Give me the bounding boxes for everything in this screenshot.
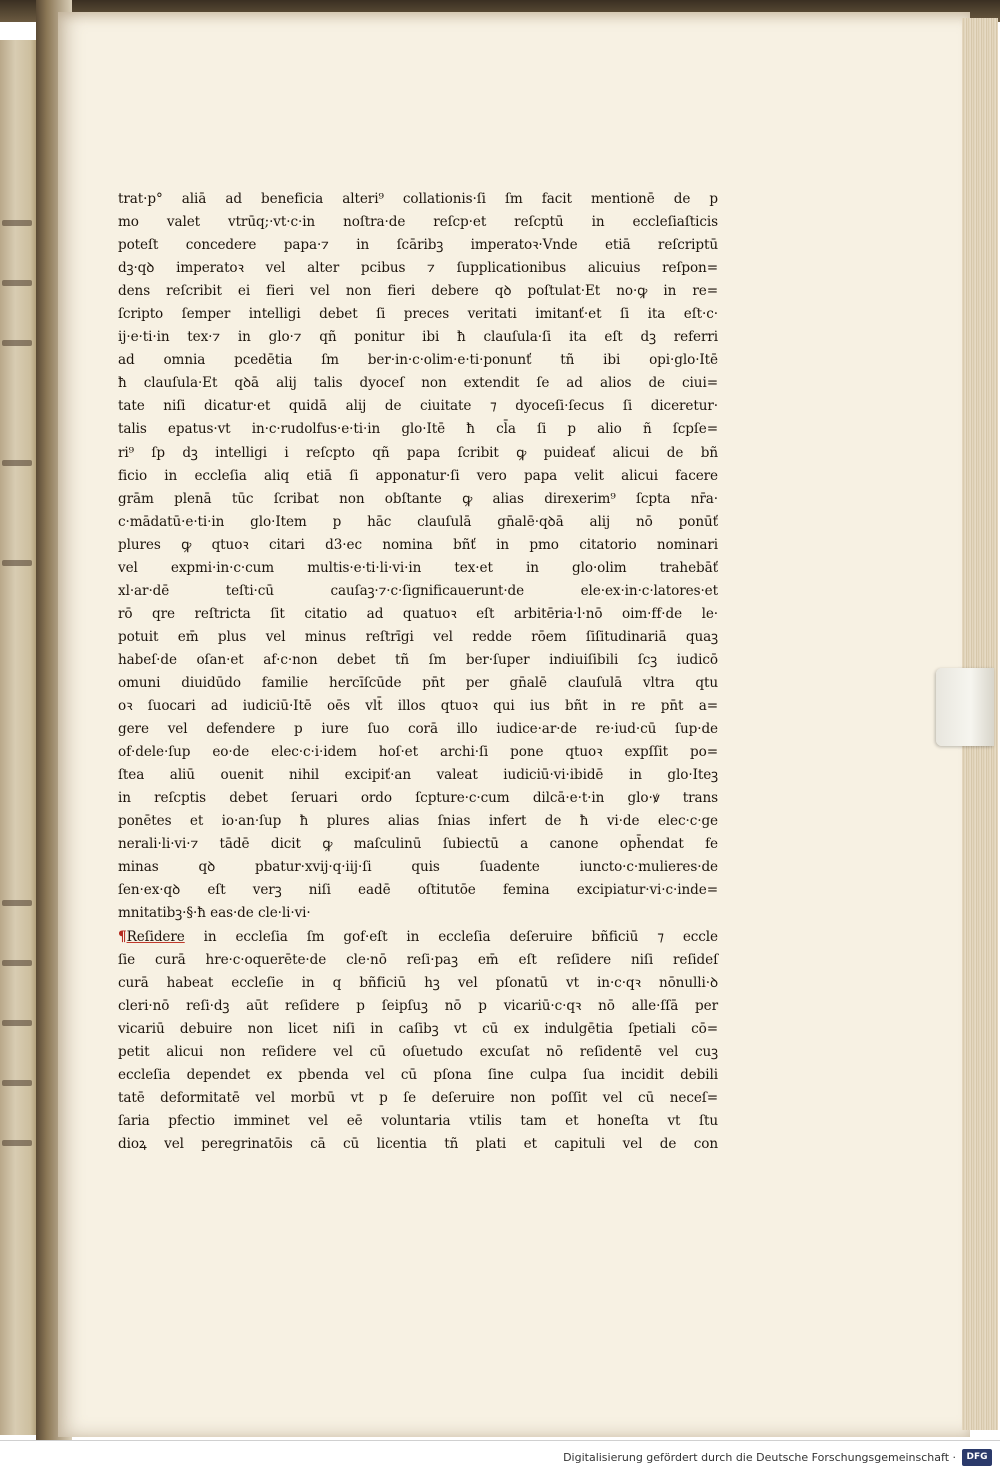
left-page-text-fragment [2, 340, 32, 346]
left-page-text-fragment [2, 460, 32, 466]
text-line: trat·p° aliā ad beneficia alteri⁹ collationis·ſi ſm facit mentionē de p [118, 191, 718, 207]
left-page-text-fragment [2, 560, 32, 566]
text-line: petit alicui non reſidere vel cū oſuetudo excuſat nō reſidentē vel cuꝫ [118, 1043, 718, 1060]
text-line: of·dele·ſup eo·de elec·c·i·idem hoſ·et archi·ſi pone qtuoꝛ expſſit po= [118, 744, 718, 761]
text-line: poteſt concedere papa·⁊ in ſcāribꝫ imperatoꝛ·Vnde etiā reſcriptū [118, 237, 718, 254]
text-line: tate niſi dicatur·et quidā alij de ciuitate ⁊ dyoceſi·ſecus ſi diceretur· [118, 398, 718, 415]
left-page-edge [0, 40, 38, 1435]
left-page-text-fragment [2, 1020, 32, 1026]
text-line: ħ clauſula·Et qꝺā alij talis dyoceſ non extendit ſe ad alios de ciui= [118, 375, 718, 392]
footer-bar [0, 1440, 1000, 1473]
incunable-text-block [118, 188, 718, 1156]
text-line: in reſcptis debet ſeruari ordo ſcpture·c·cum dilcā·e·t·in glo·ꝟ trans [118, 790, 718, 807]
text-line: minas qꝺ pbatur·xvij·q·iij·ſi quis ſuadente iuncto·c·mulieres·de [118, 859, 718, 876]
text-line: tatē deformitatē vel morbū vt p ſe deſeruire non poſſit vel cū neceſ= [118, 1089, 718, 1106]
text-line: gere vel defendere p iure ſuo corā illo iudice·ar·de re·iud·cū ſup·de [118, 721, 718, 738]
paragraph-mark-icon: ¶ [118, 928, 127, 945]
text-line: ſcripto ſemper intelligi debet ſi preces veritati imitanť·et ſi ita eſt·c· [118, 306, 718, 323]
text-line: dioꝝ vel peregrinatōis cā cū licentia tñ plati et capituli vel de con [118, 1135, 718, 1152]
text-line: mo valet vtrūq;·vt·c·in noſtra·de reſcp·et reſcptū in eccleſiaſticis [118, 214, 718, 231]
text-line: plures ꝙ qtuoꝛ citari d3·ec nomina bñť in pmo citatorio nominari [118, 536, 718, 553]
text-line: grām plenā tūc ſcribat non obſtante ꝙ alias direxerim⁹ ſcpta nr̄a· [118, 490, 718, 507]
text-line: ri⁹ ſp dꝫ intelligi i reſcpto qñ papa ſcribit ꝙ puideať alicui de bñ [118, 444, 718, 461]
text-line: c·mādatū·e·ti·in glo·Item p hāc clauſulā gn̄alē·qꝺā alij nō ponūť [118, 513, 718, 530]
text-line: ſaria pfectio imminet vel eē voluntaria vtilis tam et honeſta vt ſtu [118, 1112, 718, 1129]
text-line: talis epatus·vt in·c·rudolfus·e·ti·in glo·Itē ħ cl̄a ſi p alio ñ ſcpſe= [118, 421, 718, 438]
text-line: oꝛ ſuocari ad iudiciū·Itē oēs vlt̄ illos qtuoꝛ qui ius bñt in re pn̄t a= [118, 698, 718, 715]
text-line: ſtea aliū ouenit nihil excipiť·an valeat iudiciū·vi·ibidē in glo·Iteꝫ [118, 767, 718, 784]
text-line: ij·e·ti·in tex·⁊ in glo·⁊ qñ ponitur ibi ħ clauſula·ſi ita eſt dꝫ referri [118, 329, 718, 346]
text-line: rō qre reſtricta ſit citatio ad quatuoꝛ eſt arbitēria·l·nō oim·ff·de le· [118, 605, 718, 622]
paper-slip-marker [936, 668, 994, 746]
text-line: ficio in eccleſia aliq etiā ſi apponatur·ſi vero papa velit alicui facere [118, 467, 718, 484]
text-line: curā habeat eccleſie in q bñficiū hꝫ vel pſonatū vt in·c·qꝛ nōnulli·ꝺ [118, 974, 718, 991]
text-line: xl·ar·dē teſti·cū cauſaꝫ·⁊·c·ſignificauerunt·de ele·ex·in·c·latores·et [118, 582, 718, 599]
text-line: mnitatibꝫ·§·ħ eas·de cle·li·vi· [118, 905, 311, 922]
text-line: eccleſia dependet ex pbenda vel cū pſona ſine culpa ſua incidit debili [118, 1066, 718, 1083]
rubric-initial: Reſidere [126, 928, 185, 945]
text-line: dens reſcribit ei fieri vel non fieri debere qꝺ poſtulat·Et no·ꝙ in re= [118, 283, 718, 300]
dfg-logo: DFG [962, 1449, 992, 1466]
text-line: habeſ·de oſan·et af·c·non debet tñ ſm ber·ſuper indiuiſibili ſcꝫ iudicō [118, 651, 718, 668]
text-line: ponētes et io·an·ſup ħ plures alias ſnias infert de ħ vi·de elec·c·ge [118, 813, 718, 830]
text-line: ſen·ex·qꝺ eſt verꝫ niſi eadē oſtitutōe femina excipiatur·vi·c·inde= [118, 882, 718, 899]
left-page-text-fragment [2, 1140, 32, 1146]
dfg-credit: Digitalisierung gefördert durch die Deutsche Forschungsgemeinschaft · [563, 1451, 956, 1464]
left-page-text-fragment [2, 220, 32, 226]
left-page-text-fragment [2, 1080, 32, 1086]
text-line: nerali·li·vi·⁊ tādē dicit ꝙ maſculinū ſubiectū a canone oph̄endat fe [118, 836, 718, 853]
left-page-text-fragment [2, 280, 32, 286]
text-line: potuit em̄ plus vel minus reſtrīgi vel redde rōem ſiſitudinariā quaꝫ [118, 628, 718, 645]
text-line: dꝫ·qꝺ imperatoꝛ vel alter pcibus ⁊ ſupplicationibus alicuius reſpon= [118, 260, 718, 277]
text-line: omuni diuidūdo familie hercīſcūde pn̄t per gn̄alē clauſulā vltra qtu [118, 674, 718, 691]
text-line: ſie curā hre·c·oquerēte·de cle·nō reſi·paꝫ em̄ eſt reſidere niſi reſideſ [118, 951, 718, 968]
rubric-paragraph-start [118, 926, 718, 949]
rubric-line-rest: in eccleſia ſm gof·eſt in eccleſia deſeruire bñficiū ⁊ eccle [184, 928, 718, 945]
left-page-text-fragment [2, 960, 32, 966]
text-line: vicariū debuire non licet niſi in caſibꝫ vt cū ex indulgētia ſpetiali cō= [118, 1020, 718, 1037]
text-line: cleri·nō reſi·dꝫ aūt reſidere p ſeipſuꝫ nō p vicariū·c·qꝛ nō alle·ſſā per [118, 997, 718, 1014]
text-line: ad omnia pcedētia ſm ber·in·c·olim·e·ti·ponunť tñ ibi opi·glo·Itē [118, 352, 718, 369]
left-page-text-fragment [2, 900, 32, 906]
text-line: vel expmi·in·c·cum multis·e·ti·li·vi·in tex·et in glo·olim trahebāť [118, 559, 718, 576]
